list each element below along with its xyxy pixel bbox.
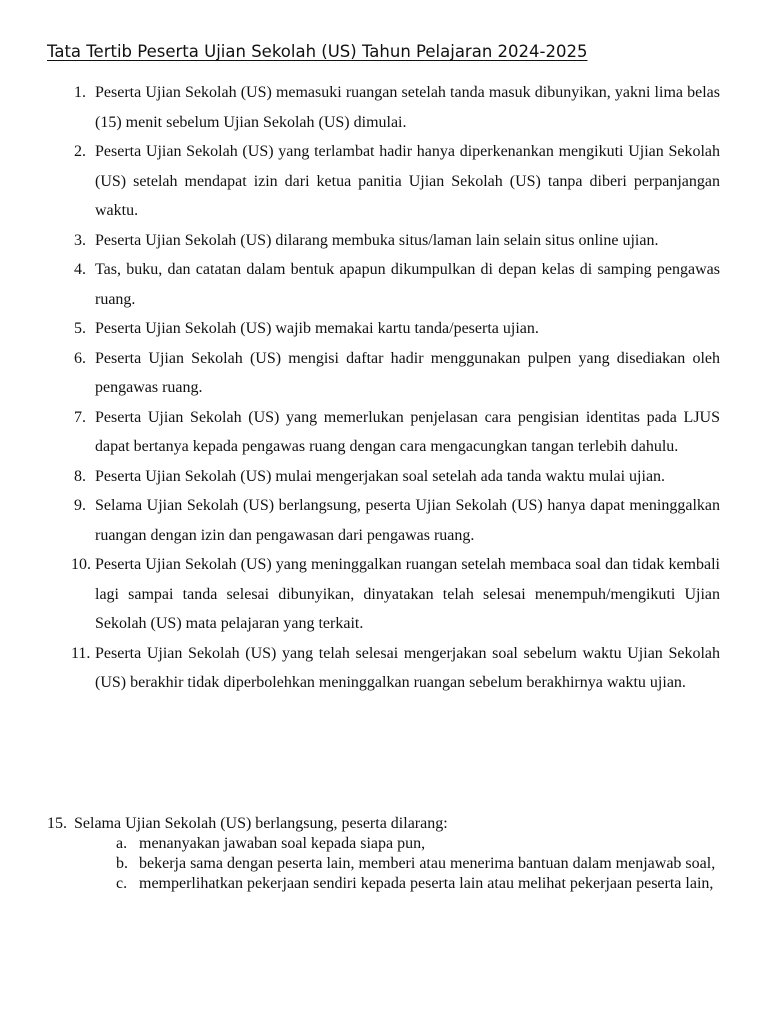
item-text: Peserta Ujian Sekolah (US) mengisi daftar hadir menggunakan pulpen yang disediakan oleh pengawas ruang. bbox=[95, 349, 720, 396]
item-text: Peserta Ujian Sekolah (US) yang terlambat hadir hanya diperkenankan mengikuti Ujian Sekolah (US) setelah mendapat izin dari ketua panitia Ujian Sekolah (US) tanpa diberi perpanjangan waktu. bbox=[95, 143, 720, 219]
item-number: 3. bbox=[74, 231, 86, 249]
document-title: Tata Tertib Peserta Ujian Sekolah (US) Tahun Pelajaran 2024-2025 bbox=[47, 42, 588, 61]
item-number: 9. bbox=[74, 497, 86, 514]
list-item bbox=[0, 550, 768, 639]
list-item bbox=[0, 137, 768, 226]
item-text: Peserta Ujian Sekolah (US) yang meninggalkan ruangan setelah membaca soal dan tidak kembali lagi sampai tanda selesai dibunyikan, dinyatakan telah selesai menempuh/mengikuti Ujian Sekolah (US) mata pelajaran yang terkait. bbox=[95, 556, 720, 632]
item-number: 1. bbox=[74, 84, 86, 101]
list-item bbox=[0, 403, 768, 462]
item-number: 6. bbox=[74, 349, 86, 367]
sub-list-item bbox=[0, 874, 768, 894]
list-item bbox=[0, 226, 768, 256]
item-text: Peserta Ujian Sekolah (US) memasuki ruangan setelah tanda masuk dibunyikan, yakni lima belas (15) menit sebelum Ujian Sekolah (US) dimulai. bbox=[95, 84, 720, 131]
item-text: Peserta Ujian Sekolah (US) yang memerlukan penjelasan cara pengisian identitas pada LJUS dapat bertanya kepada pengawas ruang dengan cara mengacungkan tangan terlebih dahulu. bbox=[95, 408, 720, 455]
rules-list bbox=[0, 78, 768, 698]
item-number: 4. bbox=[74, 261, 86, 278]
sub-item-text: menanyakan jawaban soal kepada siapa pun, bbox=[139, 835, 426, 852]
item-number: 2. bbox=[74, 143, 86, 160]
list-item bbox=[0, 462, 768, 492]
sub-item-letter: a. bbox=[116, 835, 128, 852]
sub-list-item bbox=[0, 834, 768, 854]
item-text: Peserta Ujian Sekolah (US) wajib memakai kartu tanda/peserta ujian. bbox=[95, 320, 539, 337]
list-item bbox=[0, 78, 768, 137]
item-number: 10. bbox=[71, 556, 91, 573]
list-item bbox=[0, 814, 768, 834]
item-text: Peserta Ujian Sekolah (US) yang telah selesai mengerjakan soal sebelum waktu Ujian Sekolah (US) berakhir tidak diperbolehkan meninggalkan ruangan sebelum berakhirnya waktu ujian. bbox=[95, 644, 720, 691]
list-item bbox=[0, 255, 768, 314]
item-text: Peserta Ujian Sekolah (US) mulai mengerjakan soal setelah ada tanda waktu mulai ujian. bbox=[95, 467, 666, 485]
sub-item-text: bekerja sama dengan peserta lain, memberi atau menerima bantuan dalam menjawab soal, bbox=[139, 855, 716, 872]
item-number: 8. bbox=[74, 467, 86, 485]
item-text: Selama Ujian Sekolah (US) berlangsung, peserta dilarang: bbox=[74, 815, 448, 832]
list-item bbox=[0, 314, 768, 344]
item-text: Tas, buku, dan catatan dalam bentuk apapun dikumpulkan di depan kelas di samping pengawas ruang. bbox=[95, 261, 720, 308]
item-number: 15. bbox=[47, 815, 67, 832]
rule-15 bbox=[0, 814, 768, 894]
sub-item-text: memperlihatkan pekerjaan sendiri kepada peserta lain atau melihat pekerjaan peserta lain, bbox=[139, 875, 714, 892]
sub-item-letter: b. bbox=[116, 855, 128, 872]
sub-list-item bbox=[0, 854, 768, 874]
list-item bbox=[0, 344, 768, 403]
list-item bbox=[0, 639, 768, 698]
sub-item-letter: c. bbox=[116, 875, 128, 892]
item-number: 11. bbox=[71, 644, 91, 662]
item-text: Selama Ujian Sekolah (US) berlangsung, peserta Ujian Sekolah (US) hanya dapat meninggalkan ruangan dengan izin dan pengawasan dari pengawas ruang. bbox=[95, 497, 720, 544]
item-number: 7. bbox=[74, 408, 86, 426]
item-text: Peserta Ujian Sekolah (US) dilarang membuka situs/laman lain selain situs online ujian. bbox=[95, 231, 659, 249]
item-number: 5. bbox=[74, 320, 86, 337]
list-item bbox=[0, 491, 768, 550]
